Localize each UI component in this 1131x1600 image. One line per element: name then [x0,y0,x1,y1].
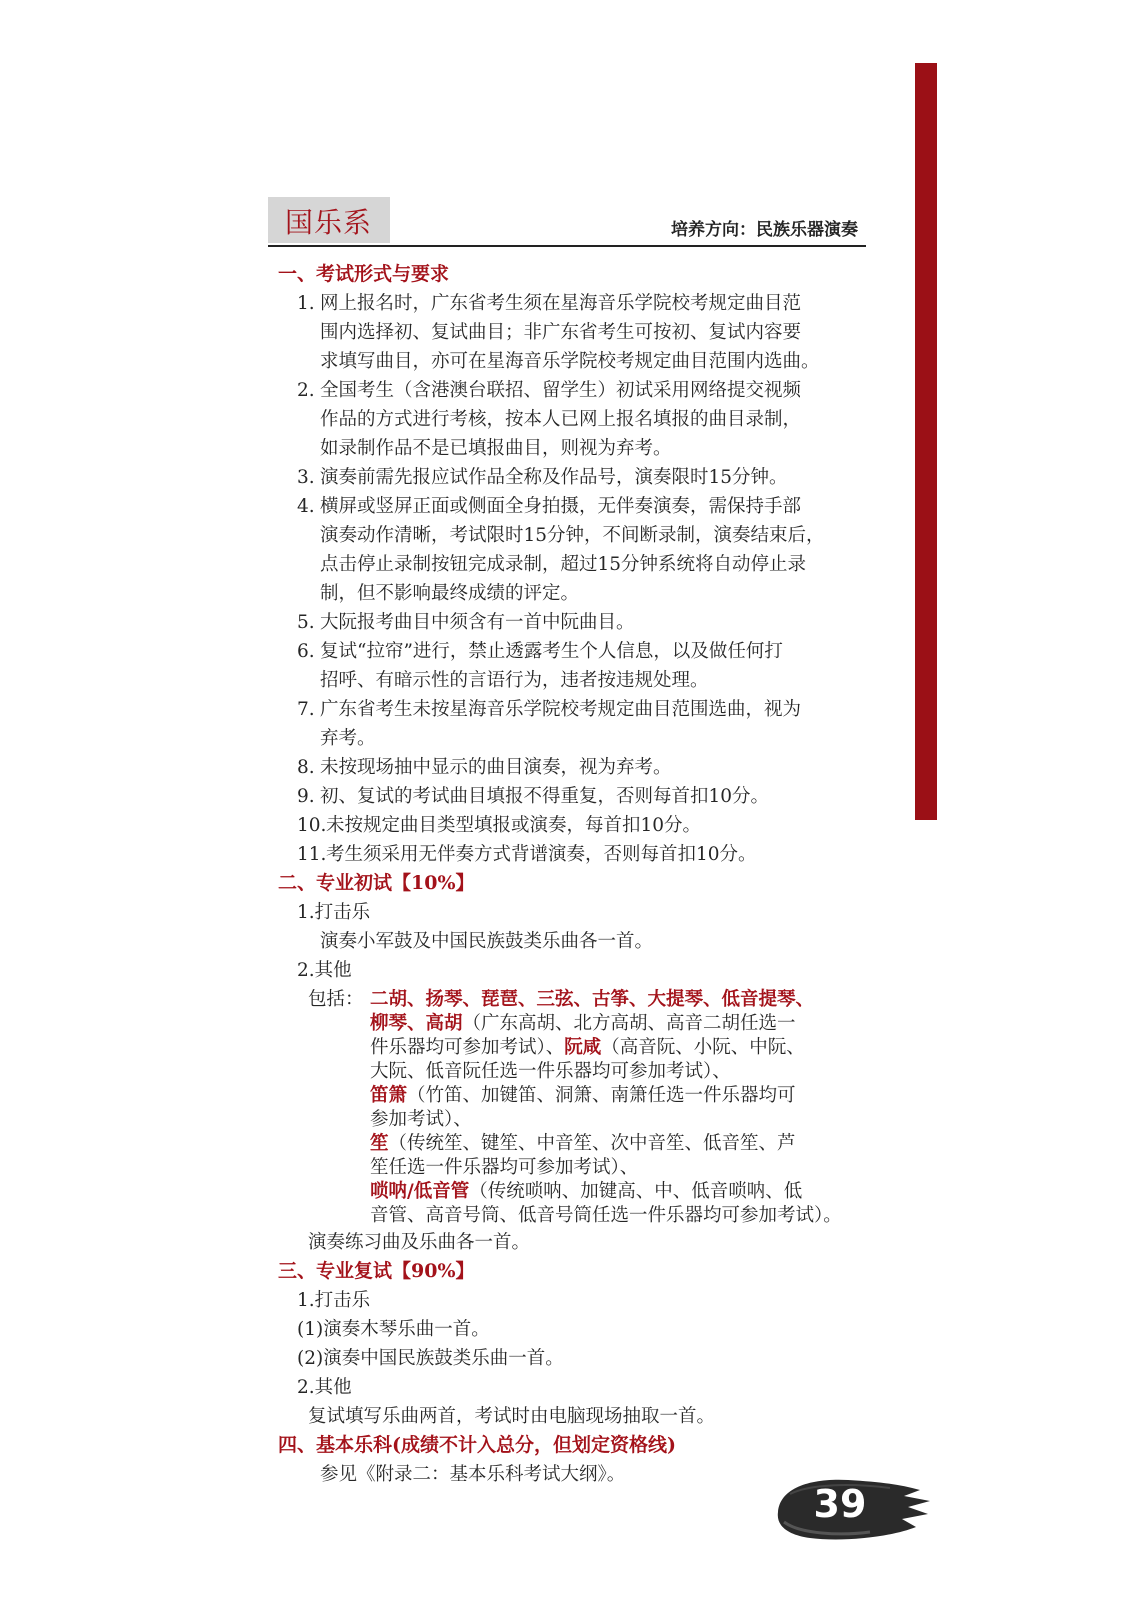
instrument-list [278,988,898,1228]
s2-other-text: 演奏练习曲及乐曲各一首。 [308,1232,531,1253]
requirement-item [278,289,898,376]
item-line: 大阮报考曲目中须含有一首中阮曲目。 [320,612,635,633]
requirement-item [278,376,898,463]
gaohu-note-b: 件乐器均可参加考试）、 [370,1037,565,1058]
requirement-item [278,782,898,811]
item-line: 初、复试的考试曲目填报不得重复，否则每首扣10分。 [320,786,770,807]
suona-note-b: 音管、高音号筒、低音号筒任选一件乐器均可参加考试）。 [370,1205,842,1226]
gaohu-note-a: （广东高胡、北方高胡、高音二胡任选一 [462,1013,796,1034]
suona-note-a: （传统唢呐、加键高、中、低音唢呐、低 [469,1181,803,1202]
sheng-note-b: 笙任选一件乐器均可参加考试）、 [370,1157,639,1178]
item-line: 围内选择初、复试曲目；非广东省考生可按初、复试内容要 [320,322,802,343]
item-line: 弃考。 [320,728,376,749]
item-line: 未按规定曲目类型填报或演奏，每首扣10分。 [326,815,702,836]
item-number: 5. [297,612,315,633]
item-line: 作品的方式进行考核，按本人已网上报名填报的曲目录制， [320,409,802,430]
section-3-title: 三、专业复试【90%】 [278,1260,475,1282]
s3-percussion-title: 1.打击乐 [297,1290,371,1311]
training-direction: 培养方向：民族乐器演奏 [671,220,858,240]
section-1-list [278,289,898,869]
item-line: 未按现场抽中显示的曲目演奏，视为弃考。 [320,757,672,778]
item-number: 4. [297,496,315,517]
item-number: 3. [297,467,315,488]
s2-percussion-text: 演奏小军鼓及中国民族鼓类乐曲各一首。 [320,931,654,952]
requirement-item [278,492,898,608]
instrument-ruanxian: 阮咸 [564,1037,602,1058]
item-line: 全国考生（含港澳台联招、留学生）初试采用网络提交视频 [320,380,802,401]
instruments-line-1: 二胡、扬琴、琵琶、三弦、古筝、大提琴、低音提琴、 [370,989,815,1010]
requirement-item [278,608,898,637]
instrument-sheng: 笙 [370,1133,389,1154]
item-number: 10. [297,815,327,836]
section-4-title: 四、基本乐科(成绩不计入总分，但划定资格线) [278,1434,676,1456]
side-accent-bar [915,63,937,820]
instrument-dixiao: 笛箫 [370,1085,408,1106]
item-line: 制，但不影响最终成绩的评定。 [320,583,580,604]
s3-sub-item-1: (1)演奏木琴乐曲一首。 [297,1319,490,1340]
item-line: 广东省考生未按星海音乐学院校考规定曲目范围选曲，视为 [320,699,802,720]
dixiao-note-a: （竹笛、加键笛、洞箫、南箫任选一件乐器均可 [407,1085,796,1106]
item-line: 横屏或竖屏正面或侧面全身拍摄，无伴奏演奏，需保持手部 [320,496,802,517]
s4-text: 参见《附录二：基本乐科考试大纲》。 [320,1464,626,1485]
item-line: 演奏前需先报应试作品全称及作品号，演奏限时15分钟。 [320,467,788,488]
requirement-item [278,753,898,782]
department-title: 国乐系 [285,206,373,239]
item-line: 招呼、有暗示性的言语行为，违者按违规处理。 [320,670,709,691]
s3-other-title: 2.其他 [297,1377,352,1398]
item-number: 8. [297,757,315,778]
requirement-item [278,811,898,840]
item-line: 点击停止录制按钮完成录制，超过15分钟系统将自动停止录 [320,554,807,575]
section-1-title: 一、考试形式与要求 [278,263,450,285]
requirement-item [278,637,898,695]
section-2-title: 二、专业初试【10%】 [278,872,475,894]
item-line: 网上报名时，广东省考生须在星海音乐学院校考规定曲目范 [320,293,802,314]
item-number: 6. [297,641,315,662]
sheng-note-a: （传统笙、键笙、中音笙、次中音笙、低音笙、芦 [388,1133,796,1154]
item-line: 复试“拉帘”进行，禁止透露考生个人信息，以及做任何打 [320,641,783,662]
dixiao-note-b: 参加考试）、 [370,1109,472,1130]
ruan-note-a: （高音阮、小阮、中阮、 [601,1037,805,1058]
page-number-badge [770,1474,935,1544]
s3-other-text: 复试填写乐曲两首，考试时由电脑现场抽取一首。 [308,1406,716,1427]
s3-sub-item-2: (2)演奏中国民族鼓类乐曲一首。 [297,1348,564,1369]
item-number: 1. [297,293,315,314]
item-line: 如录制作品不是已填报曲目，则视为弃考。 [320,438,672,459]
item-line: 求填写曲目，亦可在星海音乐学院校考规定曲目范围内选曲。 [320,351,820,372]
requirement-item [278,840,898,869]
s2-percussion-title: 1.打击乐 [297,902,371,923]
department-box [268,197,390,243]
item-number: 9. [297,786,315,807]
instrument-suona: 唢呐/低音管 [370,1181,470,1202]
includes-label: 包括： [308,989,364,1010]
page-number: 39 [813,1482,867,1526]
page-header [268,197,866,247]
instrument-liuqin-gaohu: 柳琴、高胡 [370,1013,463,1034]
requirement-item [278,463,898,492]
item-line: 演奏动作清晰，考试限时15分钟，不间断录制，演奏结束后， [320,525,825,546]
requirement-item [278,695,898,753]
item-number: 2. [297,380,315,401]
s2-other-title: 2.其他 [297,960,352,981]
ruan-note-b: 大阮、低音阮任选一件乐器均可参加考试）、 [370,1061,731,1082]
document-body [278,260,898,1489]
item-line: 考生须采用无伴奏方式背谱演奏，否则每首扣10分。 [326,844,757,865]
item-number: 11. [297,844,327,865]
item-number: 7. [297,699,315,720]
